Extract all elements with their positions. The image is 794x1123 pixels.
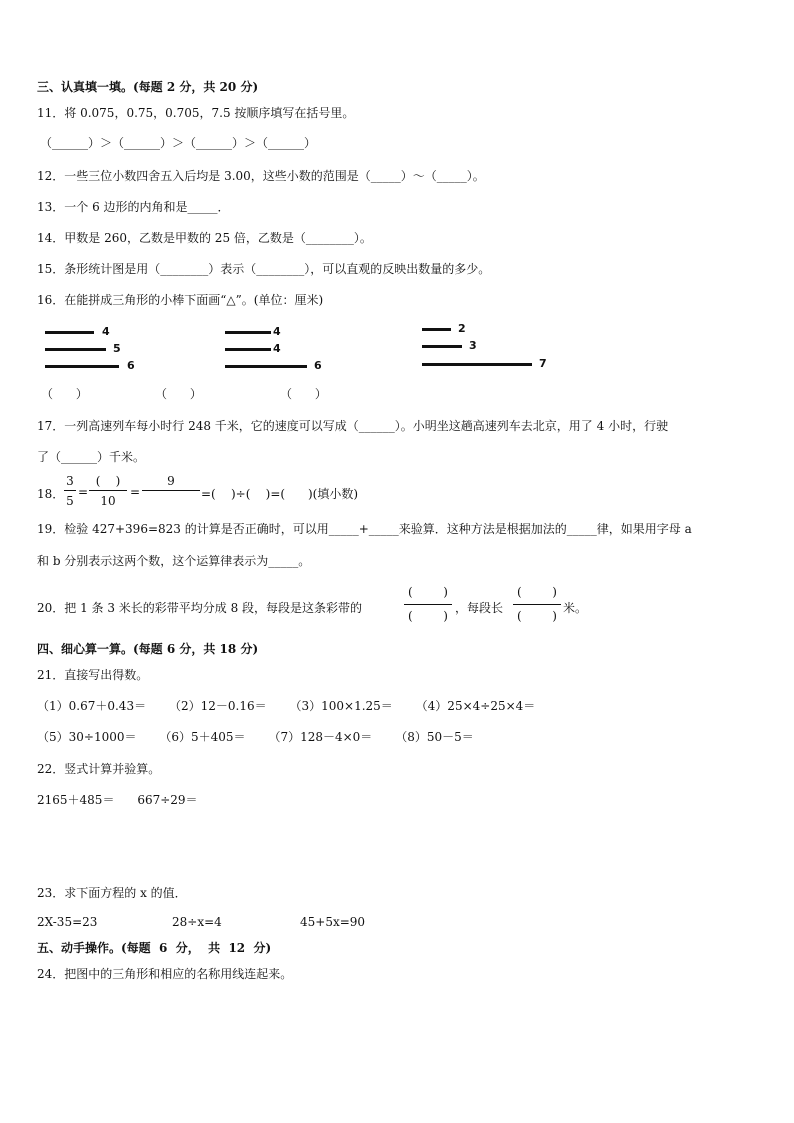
q20-fraction-1-numerator: ( ) — [408, 585, 448, 599]
fraction-1-numerator: 3 — [66, 474, 74, 488]
stick-label: 5 — [113, 342, 121, 355]
stick — [45, 365, 119, 368]
q18-tail: =( )÷( )=( )(填小数) — [201, 487, 359, 501]
fraction-3-numerator: 9 — [167, 474, 175, 488]
equals-sign: = — [78, 485, 89, 499]
question-16: 16．在能拼成三角形的小棒下面画“△”。(单位：厘米) — [37, 293, 324, 307]
stick-label: 6 — [314, 359, 322, 372]
question-23: 23．求下面方程的 x 的值． — [37, 886, 187, 900]
equals-sign: = — [130, 485, 141, 499]
q20-text-3: 米。 — [563, 601, 588, 615]
answer-blank: （ ） — [155, 387, 202, 401]
q20-fraction-2-denominator: ( ) — [517, 609, 557, 623]
fraction-bar — [89, 490, 127, 491]
question-14: 14．甲数是 260，乙数是甲数的 25 倍，乙数是（________）。 — [37, 231, 372, 245]
q20-fraction-1-denominator: ( ) — [408, 609, 448, 623]
question-13: 13．一个 6 边形的内角和是_____． — [37, 200, 230, 214]
question-19-line-1: 19．检验 427+396=823 的计算是否正确时，可以用_____+_____来验算．这种方法是根据加法的_____律，如果用字母 a — [37, 522, 692, 536]
fraction-1-denominator: 5 — [66, 494, 74, 508]
question-17-line-2: 了（______）千米。 — [37, 450, 146, 464]
stick — [225, 348, 271, 351]
section-5-title: 五、动手操作。(每题 6 分， 共 12 分) — [37, 941, 272, 955]
fraction-bar — [404, 604, 452, 605]
stick-label: 4 — [273, 325, 281, 338]
question-17-line-1: 17．一列高速列车每小时行 248 千米，它的速度可以写成（______）。小明坐这趟高速列车去北京，用了 4 小时，行驶 — [37, 419, 669, 433]
q20-fraction-2-numerator: ( ) — [517, 585, 557, 599]
question-19-line-2: 和 b 分别表示这两个数，这个运算律表示为_____。 — [37, 554, 311, 568]
stick — [225, 331, 271, 334]
fraction-bar — [64, 490, 76, 491]
fraction-2-denominator: 10 — [100, 494, 116, 508]
stick-label: 4 — [102, 325, 110, 338]
question-11-blanks: （______）＞（______）＞（______）＞（______） — [40, 136, 317, 150]
q20-text-2: ，每段长 — [455, 601, 504, 615]
fraction-bar — [513, 604, 561, 605]
question-22-items: 2165＋485＝ 667÷29＝ — [37, 793, 198, 807]
equation-3: 45+5x=90 — [300, 915, 366, 929]
question-15: 15．条形统计图是用（________）表示（________），可以直观的反映出数量的多少。 — [37, 262, 491, 276]
stick — [422, 363, 532, 366]
question-22: 22．竖式计算并验算。 — [37, 762, 161, 776]
answer-blank: （ ） — [280, 387, 327, 401]
stick — [45, 348, 106, 351]
stick — [422, 328, 451, 331]
q18-label: 18． — [37, 487, 65, 501]
question-21-row-2: （5）30÷1000＝ （6）5＋405＝ （7）128－4×0＝ （8）50－5＝ — [37, 730, 474, 744]
question-12: 12．一些三位小数四舍五入后均是 3.00，这些小数的范围是（_____）～（_____）。 — [37, 169, 485, 183]
equation-2: 28÷x=4 — [172, 915, 222, 929]
section-4-title: 四、细心算一算。(每题 6 分，共 18 分) — [37, 642, 259, 656]
stick — [422, 345, 462, 348]
stick — [225, 365, 307, 368]
section-3-title: 三、认真填一填。(每题 2 分，共 20 分) — [37, 80, 259, 94]
question-24: 24．把图中的三角形和相应的名称用线连起来。 — [37, 967, 293, 981]
stick-label: 4 — [273, 342, 281, 355]
stick-label: 7 — [539, 357, 547, 370]
question-11: 11．将 0.075，0.75，0.705，7.5 按顺序填写在括号里。 — [37, 106, 355, 120]
question-21: 21．直接写出得数。 — [37, 668, 149, 682]
fraction-2-numerator: ( ) — [95, 474, 121, 488]
answer-blank: （ ） — [41, 387, 88, 401]
stick-label: 3 — [469, 339, 477, 352]
stick — [45, 331, 94, 334]
question-21-row-1: （1）0.67＋0.43＝ （2）12－0.16＝ （3）100×1.25＝ （4）25×4÷25×4＝ — [37, 699, 536, 713]
stick-label: 2 — [458, 322, 466, 335]
stick-label: 6 — [127, 359, 135, 372]
fraction-bar — [142, 490, 200, 491]
equation-1: 2X-35=23 — [37, 915, 98, 929]
q20-text-1: 20．把 1 条 3 米长的彩带平均分成 8 段，每段是这条彩带的 — [37, 601, 363, 615]
